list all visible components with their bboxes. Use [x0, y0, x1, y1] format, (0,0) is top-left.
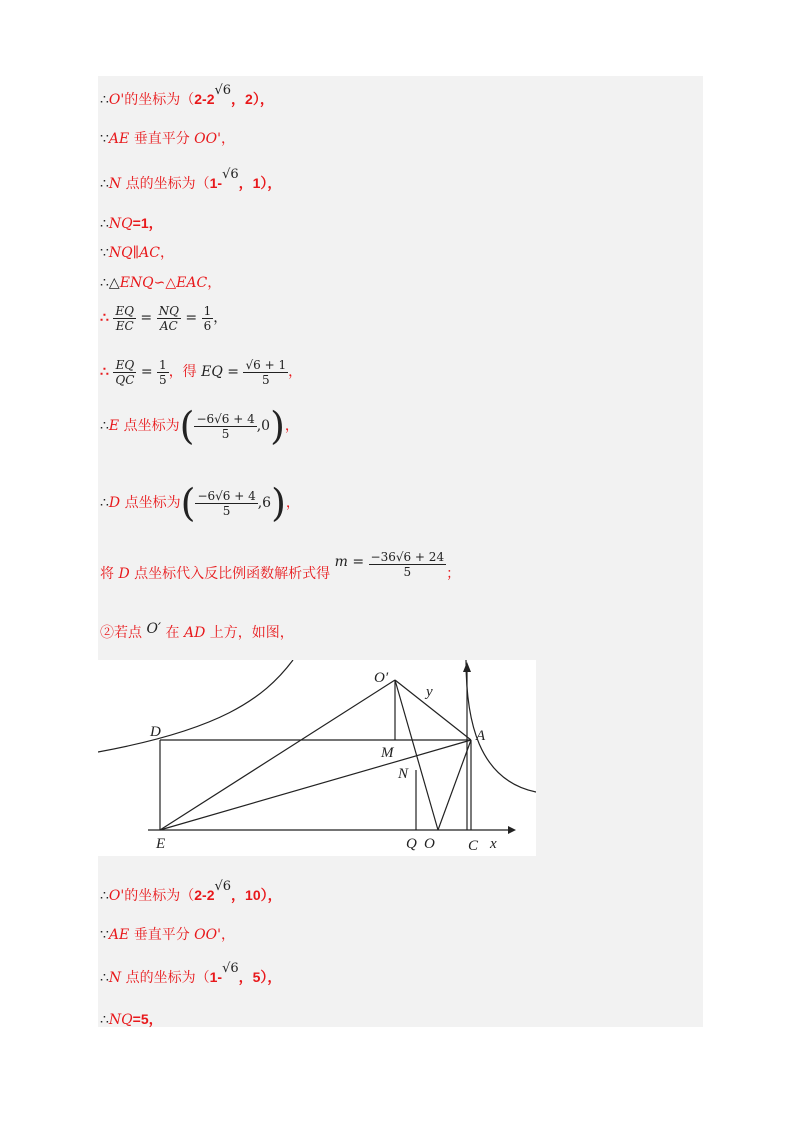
fraction-one-fifth: $\frac{1}{5}$ — [159, 357, 167, 387]
because-symbol: ∵ — [100, 131, 109, 147]
label-d: D — [150, 724, 161, 740]
line-ratio-1: ∴ $\frac{EQ}{EC}$ = $\frac{NQ}{AC}$ = $\frac{1}{6}$ ， — [100, 303, 228, 333]
text: 的坐标为（ — [124, 92, 195, 108]
value: 1- — [209, 175, 223, 191]
value: =1， — [132, 215, 163, 231]
text: 点的坐标为（ — [121, 970, 210, 986]
value: 2-2 — [194, 91, 215, 107]
text: 在 — [161, 625, 185, 641]
text: 点坐标代入反比例函数解析式得 — [129, 566, 335, 582]
symbol: NQ — [108, 1012, 133, 1028]
line-perpendicular-bisector-1 — [100, 130, 235, 148]
eq-label: EQ = — [201, 364, 240, 380]
symbol: ENQ∽△EAC — [119, 275, 208, 291]
value-rest: ，10）， — [231, 887, 282, 903]
therefore-symbol: ∴ — [100, 888, 109, 904]
text: ，得 — [168, 364, 202, 380]
line-d-coord: ∴D 点坐标为( $\frac{-6√6 + 4}{5}$ ,6)， — [100, 481, 300, 525]
fraction-eq-value: $\frac{√6 + 1}{5}$ — [245, 357, 287, 387]
symbol: D — [108, 495, 121, 511]
line-case-two — [100, 621, 294, 642]
fraction-one-sixth: $\frac{1}{6}$ — [203, 303, 212, 333]
geometry-figure — [98, 660, 536, 856]
punct: ， — [220, 927, 235, 943]
value: 1- — [209, 969, 223, 985]
line-nq-5 — [100, 1010, 163, 1029]
value-rest: ，1）， — [238, 175, 282, 191]
text: 点坐标为 — [119, 418, 180, 434]
because-symbol: ∵ — [100, 245, 109, 261]
symbol: OO' — [194, 131, 221, 147]
label-q: Q — [406, 836, 417, 852]
sqrt-six: √6 — [214, 83, 232, 98]
line-n-coord-1 — [100, 167, 282, 194]
sqrt-six: √6 — [222, 961, 239, 976]
sqrt-six: √6 — [222, 167, 239, 182]
value: 2-2 — [194, 887, 215, 903]
symbol: O' — [108, 888, 125, 904]
line-o-prime-coord-1 — [100, 83, 274, 110]
label-e: E — [156, 836, 166, 852]
line-similar-triangles — [100, 274, 221, 292]
symbol: O′ — [146, 621, 162, 637]
punct: ， — [220, 131, 235, 147]
symbol: O' — [108, 92, 125, 108]
label-n: N — [398, 766, 409, 782]
value-rest: ，5）， — [238, 969, 282, 985]
text: 将 — [100, 566, 119, 582]
label-o-prime: O′ — [374, 670, 389, 686]
line-parallel — [100, 244, 174, 262]
therefore-symbol: ∴ — [100, 216, 109, 232]
symbol: N — [108, 970, 122, 986]
therefore-symbol: ∴ — [100, 1012, 109, 1028]
text: 点坐标为 — [120, 495, 181, 511]
because-symbol: ∵ — [100, 927, 109, 943]
therefore-symbol: ∴ — [100, 970, 109, 986]
line-substitute-m: 将 D 点坐标代入反比例函数解析式得 m = $\frac{-36√6 + 24}{5}$ ； — [100, 549, 461, 582]
text: 垂直平分 — [129, 131, 195, 147]
label-m: M — [381, 745, 394, 761]
fraction-eq-qc: $\frac{EQ}{QC}$ — [115, 357, 135, 387]
symbol: N — [108, 176, 122, 192]
sqrt-six: √6 — [214, 879, 232, 894]
symbol: NQ∥AC — [108, 245, 160, 261]
therefore-symbol: ∴ — [100, 310, 109, 326]
label-o: O — [424, 836, 435, 852]
m-label: m = — [334, 554, 365, 570]
figure-background — [98, 660, 536, 856]
fraction-nq-ac: $\frac{NQ}{AC}$ — [158, 303, 179, 333]
symbol: D — [118, 566, 130, 582]
value-rest: ，2）， — [231, 91, 274, 107]
therefore-symbol: ∴ — [100, 92, 109, 108]
line-nq-1 — [100, 214, 163, 233]
therefore-symbol: ∴ — [100, 495, 109, 511]
therefore-symbol: ∴ — [100, 364, 109, 380]
fraction-m-value: $\frac{-36√6 + 24}{5}$ — [370, 549, 445, 579]
text: 上方，如图， — [205, 625, 294, 641]
punct: ， — [207, 275, 222, 291]
fraction-e-x: $\frac{-6√6 + 4}{5}$ — [196, 411, 255, 441]
therefore-symbol: ∴ — [100, 418, 109, 434]
text: 垂直平分 — [129, 927, 195, 943]
line-perpendicular-bisector-2 — [100, 926, 235, 944]
text: ②若点 — [100, 625, 147, 641]
symbol: AD — [184, 625, 206, 641]
symbol: E — [108, 418, 120, 434]
fraction-d-x: $\frac{-6√6 + 4}{5}$ — [197, 488, 256, 518]
label-y: y — [426, 684, 433, 700]
fraction-eq-ec: $\frac{EQ}{EC}$ — [115, 303, 134, 333]
text: 点的坐标为（ — [121, 176, 210, 192]
text: 的坐标为（ — [124, 888, 195, 904]
symbol: AE — [108, 927, 130, 943]
line-o-prime-coord-2 — [100, 879, 282, 906]
symbol: OO' — [194, 927, 221, 943]
therefore-symbol: ∴△ — [100, 275, 120, 291]
therefore-symbol: ∴ — [100, 176, 109, 192]
label-a: A — [476, 728, 486, 744]
value: =5， — [132, 1011, 163, 1027]
label-c: C — [468, 838, 479, 854]
line-n-coord-2 — [100, 961, 282, 988]
label-x: x — [490, 836, 497, 852]
symbol: NQ — [108, 216, 133, 232]
line-ratio-2: ∴ $\frac{EQ}{QC}$ = $\frac{1}{5}$ ，得 EQ = $\frac{√6 + 1}{5}$ ， — [100, 357, 303, 387]
line-e-coord: ∴E 点坐标为( $\frac{-6√6 + 4}{5}$ ,0)， — [100, 404, 299, 448]
punct: ， — [159, 245, 174, 261]
symbol: AE — [108, 131, 130, 147]
